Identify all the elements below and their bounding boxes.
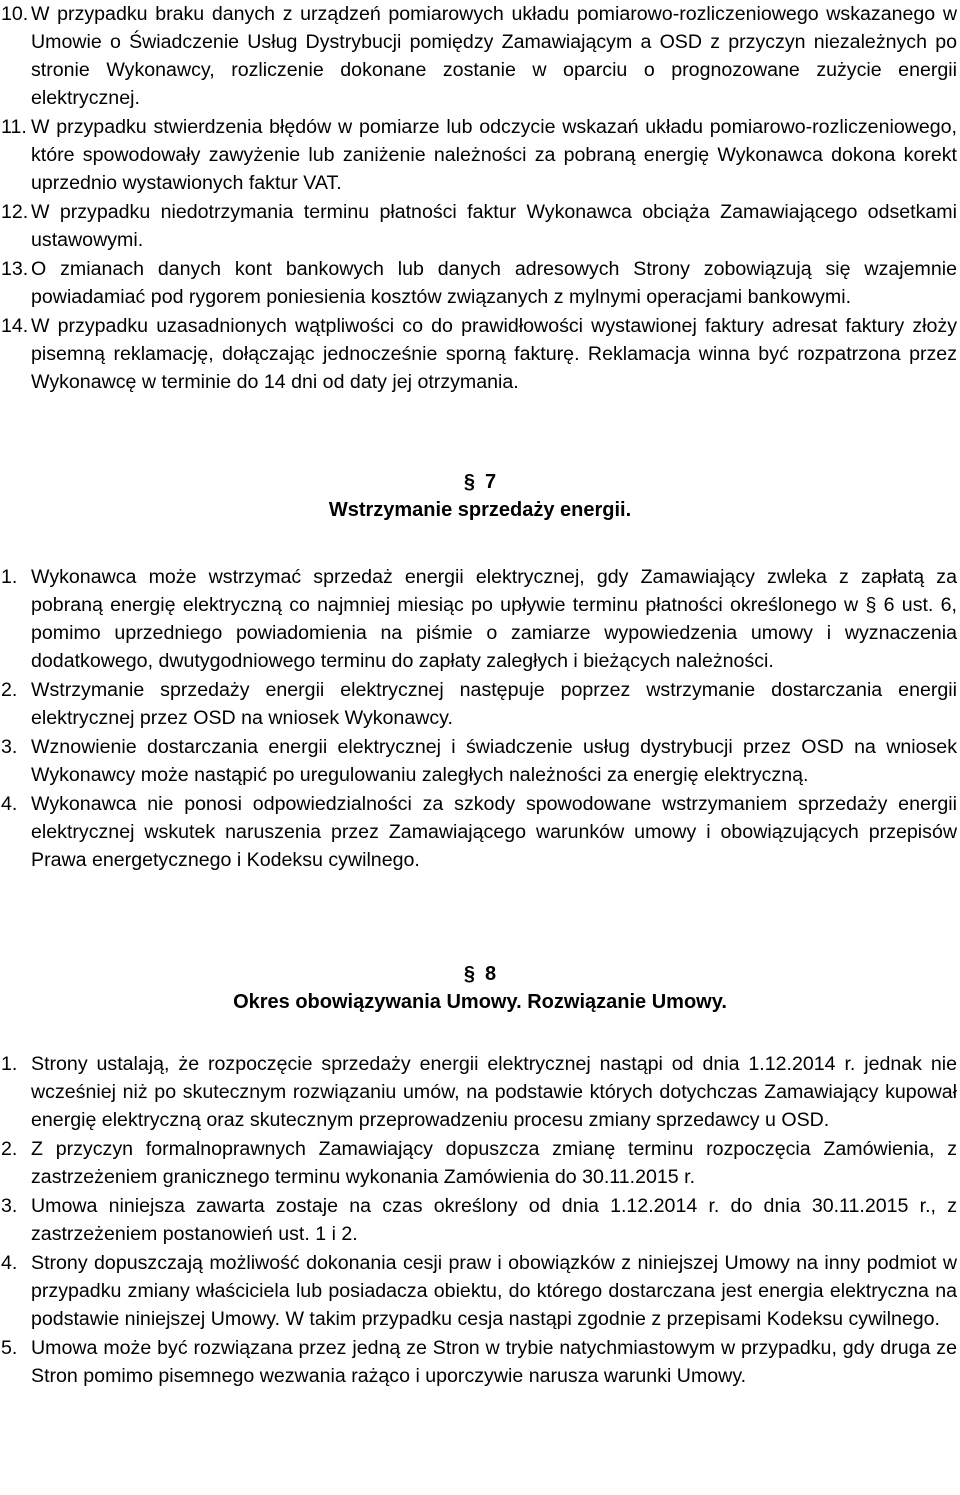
item-text: Umowa może być rozwiązana przez jedną ze Stron w trybie natychmiastowym w przypadku, gdy druga ze Stron pomimo pisemnego wezwania rażąco i uporczywie narusza warunki Umowy.	[31, 1337, 957, 1387]
paragraph-sign: §	[463, 471, 475, 493]
item-text: W przypadku uzasadnionych wątpliwości co do prawidłowości wystawionej faktury adresat faktury złoży pisemną reklamację, dołączając jednocześnie sporną fakturę. Reklamacja winna być rozpatrzona przez Wykonawcę w terminie do 14 dni od daty jej otrzymania.	[31, 315, 957, 393]
item-number: 14.	[1, 315, 29, 337]
item-text: Wstrzymanie sprzedaży energii elektrycznej następuje poprzez wstrzymanie dostarczania energii elektrycznej przez OSD na wniosek Wykonawcy.	[31, 679, 957, 729]
item-number: 12.	[1, 201, 29, 223]
item-number: 4.	[1, 1252, 18, 1274]
item-number: 4.	[1, 793, 18, 815]
item-text: W przypadku stwierdzenia błędów w pomiarze lub odczycie wskazań układu pomiarowo-rozliczeniowego, które spowodowały zawyżenie lub zaniżenie należności za pobraną energię Wykonawca dokona korekt uprzednio wystawionych faktur VAT.	[31, 116, 957, 194]
item-number: 1.	[1, 1053, 18, 1075]
clauses-list-continued	[1, 0, 957, 397]
item-text: W przypadku braku danych z urządzeń pomiarowych układu pomiarowo-rozliczeniowego wskazanego w Umowie o Świadczenie Usług Dystrybucji pomiędzy Zamawiającym a OSD z przyczyn niezależnych po stronie Wykonawcy, rozliczenie dokonane zostanie w oparciu o prognozowane zużycie energii elektrycznej.	[31, 3, 957, 109]
section-7-list	[1, 563, 957, 875]
section-number: § 7	[0, 468, 960, 496]
paragraph-sign: §	[463, 963, 475, 985]
list-item	[1, 733, 957, 789]
list-item	[1, 563, 957, 675]
item-text: Z przyczyn formalnoprawnych Zamawiający dopuszcza zmianę terminu rozpoczęcia Zamówienia, z zastrzeżeniem granicznego terminu wykonania Zamówienia do 30.11.2015 r.	[31, 1138, 957, 1188]
item-number: 10.	[1, 3, 29, 25]
section-title: Wstrzymanie sprzedaży energii.	[328, 499, 632, 521]
list-item	[1, 1249, 957, 1333]
list-item	[1, 0, 957, 112]
list-item	[1, 1050, 957, 1134]
item-text: W przypadku niedotrzymania terminu płatności faktur Wykonawca obciąża Zamawiającego odsetkami ustawowymi.	[31, 201, 957, 251]
list-item	[1, 1334, 957, 1390]
list-item	[1, 676, 957, 732]
section-number: § 8	[0, 960, 960, 988]
item-number: 11.	[1, 116, 27, 138]
section-title: Okres obowiązywania Umowy. Rozwiązanie Umowy.	[233, 991, 727, 1013]
list-item	[1, 198, 957, 254]
item-number: 2.	[1, 1138, 18, 1160]
item-number: 1.	[1, 566, 18, 588]
section-8-list	[1, 1050, 957, 1391]
section-7-heading	[0, 468, 960, 524]
item-text: Wznowienie dostarczania energii elektrycznej i świadczenie usług dystrybucji przez OSD na wniosek Wykonawcy może nastąpić po uregulowaniu zaległych należności za energię elektryczną.	[31, 736, 957, 786]
item-number: 2.	[1, 679, 18, 701]
list-item	[1, 255, 957, 311]
section-8-heading	[0, 960, 960, 1016]
item-number: 3.	[1, 1195, 18, 1217]
item-text: Strony dopuszczają możliwość dokonania cesji praw i obowiązków z niniejszej Umowy na inny podmiot w przypadku zmiany właściciela lub posiadacza obiektu, do którego dostarczana jest energia elektryczna na podstawie niniejszej Umowy. W takim przypadku cesja nastąpi zgodnie z przepisami Kodeksu cywilnego.	[31, 1252, 957, 1330]
item-text: Strony ustalają, że rozpoczęcie sprzedaży energii elektrycznej nastąpi od dnia 1.12.2014 r. jednak nie wcześniej niż po skutecznym rozwiązaniu umów, na podstawie których dotychczas Zamawiający kupował energię elektryczną oraz skutecznym przeprowadzeniu procesu zmiany sprzedawcy u OSD.	[31, 1053, 957, 1131]
item-text: Wykonawca może wstrzymać sprzedaż energii elektrycznej, gdy Zamawiający zwleka z zapłatą za pobraną energię elektryczną co najmniej miesiąc po upływie terminu płatności określonego w § 6 ust. 6, pomimo uprzedniego powiadomienia na piśmie o zamiarze wypowiedzenia umowy i wyznaczenia dodatkowego, dwutygodniowego terminu do zapłaty zaległych i bieżących należności.	[31, 566, 957, 672]
item-text: Wykonawca nie ponosi odpowiedzialności za szkody spowodowane wstrzymaniem sprzedaży energii elektrycznej wskutek naruszenia przez Zamawiającego warunków umowy i obowiązujących przepisów Prawa energetycznego i Kodeksu cywilnego.	[31, 793, 957, 871]
item-number: 13.	[1, 258, 29, 280]
list-item	[1, 790, 957, 874]
item-number: 5.	[1, 1337, 18, 1359]
list-item	[1, 113, 957, 197]
list-item	[1, 1192, 957, 1248]
item-text: O zmianach danych kont bankowych lub danych adresowych Strony zobowiązują się wzajemnie powiadamiać pod rygorem poniesienia kosztów związanych z mylnymi operacjami bankowymi.	[31, 258, 957, 308]
item-number: 3.	[1, 736, 18, 758]
item-text: Umowa niniejsza zawarta zostaje na czas określony od dnia 1.12.2014 r. do dnia 30.11.2015 r., z zastrzeżeniem postanowień ust. 1 i 2.	[31, 1195, 957, 1245]
list-item	[1, 312, 957, 396]
list-item	[1, 1135, 957, 1191]
